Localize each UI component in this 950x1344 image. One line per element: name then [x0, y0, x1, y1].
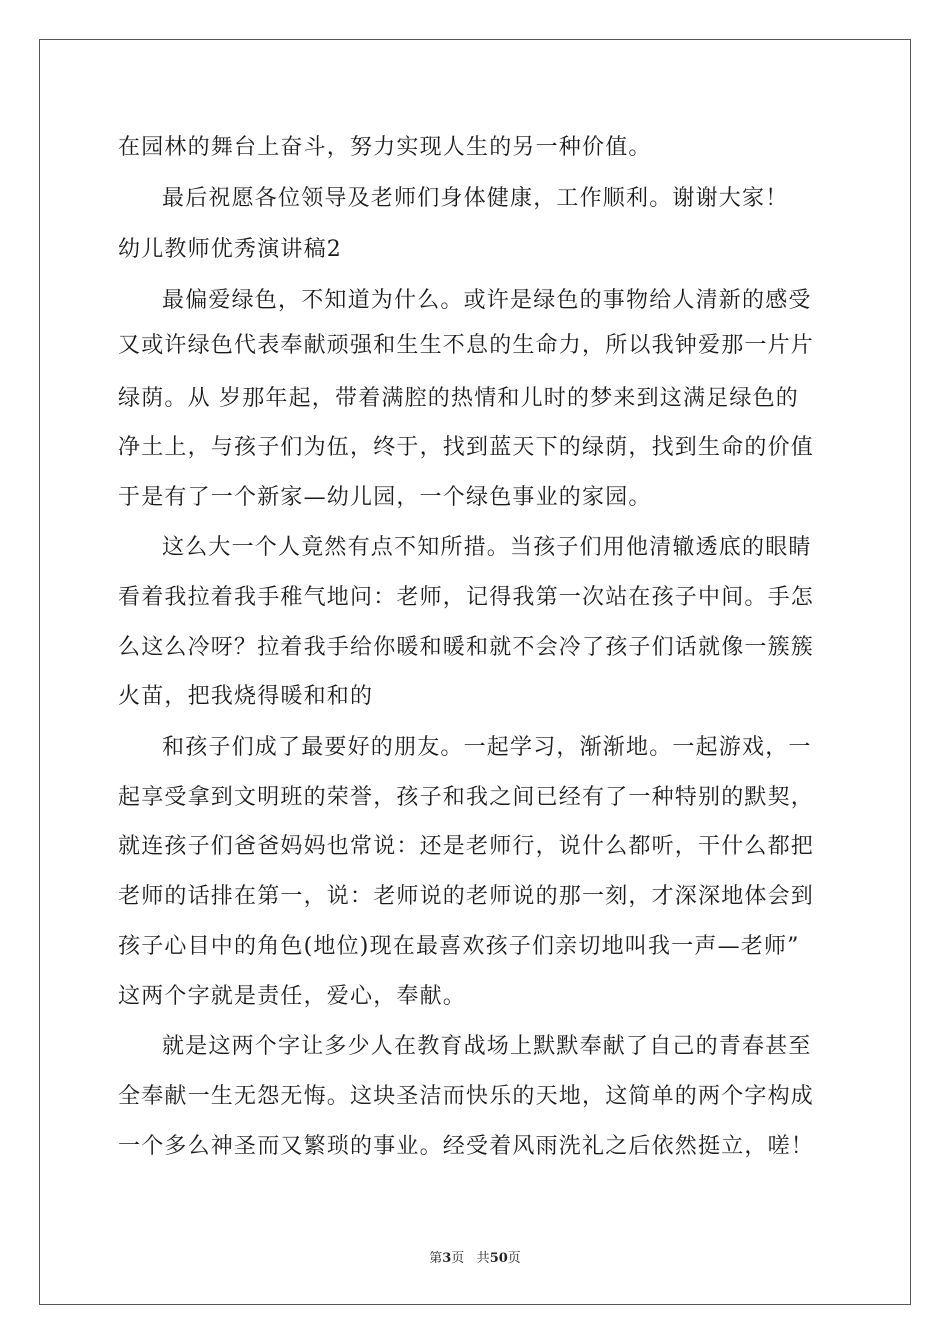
- text-line: 于是有了一个新家—幼儿园，一个绿色事业的家园。: [118, 485, 652, 510]
- text-line: 老师的话排在第一，说：老师说的老师说的那一刻，才深深地体会到: [118, 884, 815, 909]
- text-line: 和孩子们成了最要好的朋友。一起学习，渐渐地。一起游戏，一: [162, 735, 812, 760]
- text-line: 起享受拿到文明班的荣誉，孩子和我之间已经有了一种特别的默契，: [118, 785, 815, 810]
- text-line: 火苗，把我烧得暖和和的: [118, 684, 374, 709]
- text-line: 孩子心目中的角色(地位)现在最喜欢孩子们亲切地叫我一声—老师”: [118, 934, 800, 959]
- text-line: 最偏爱绿色，不知道为什么。或许是绿色的事物给人清新的感受: [162, 288, 812, 313]
- text-line: 又或许绿色代表奉献顽强和生生不息的生命力，所以我钟爱那一片片: [118, 333, 815, 358]
- text-line: 这两个字就是责任，爱心，奉献。: [118, 984, 467, 1009]
- current-page-number: 3: [442, 1251, 452, 1266]
- total-page-count: 50: [489, 1251, 508, 1266]
- text-line: 全奉献一生无怨无悔。这块圣洁而快乐的天地，这简单的两个字构成: [118, 1084, 815, 1109]
- text-line: 最后祝愿各位领导及老师们身体健康，工作顺利。谢谢大家！: [162, 186, 789, 211]
- footer-total-prefix: 共: [476, 1251, 490, 1266]
- text-line: 净土上，与孩子们为伍，终于，找到蓝天下的绿荫，找到生命的价值: [118, 435, 815, 460]
- text-line: 在园林的舞台上奋斗，努力实现人生的另一种价值。: [118, 135, 652, 160]
- footer-total-suffix: 页: [507, 1251, 521, 1266]
- footer-page-suffix: 页: [451, 1251, 465, 1266]
- footer-prefix: 第: [429, 1251, 443, 1266]
- text-line: 么这么冷呀？拉着我手给你暖和暖和就不会冷了孩子们话就像一簇簇: [118, 635, 815, 660]
- page-footer: [0, 1247, 950, 1266]
- text-line: 就是这两个字让多少人在教育战场上默默奉献了自己的青春甚至: [162, 1034, 812, 1059]
- text-line: 一个多么神圣而又繁琐的事业。经受着风雨洗礼之后依然挺立，嗟！: [118, 1134, 815, 1159]
- page-border: [39, 39, 911, 1305]
- section-heading: 幼儿教师优秀演讲稿2: [118, 237, 342, 262]
- text-line: 就连孩子们爸爸妈妈也常说：还是老师行，说什么都听，干什么都把: [118, 834, 815, 859]
- text-line: 这么大一个人竟然有点不知所措。当孩子们用他清辙透底的眼睛: [162, 535, 812, 560]
- text-line: 绿荫。从 岁那年起，带着满腔的热情和儿时的梦来到这满足绿色的: [118, 386, 799, 411]
- text-line: 看着我拉着我手稚气地问：老师，记得我第一次站在孩子中间。手怎: [118, 585, 815, 610]
